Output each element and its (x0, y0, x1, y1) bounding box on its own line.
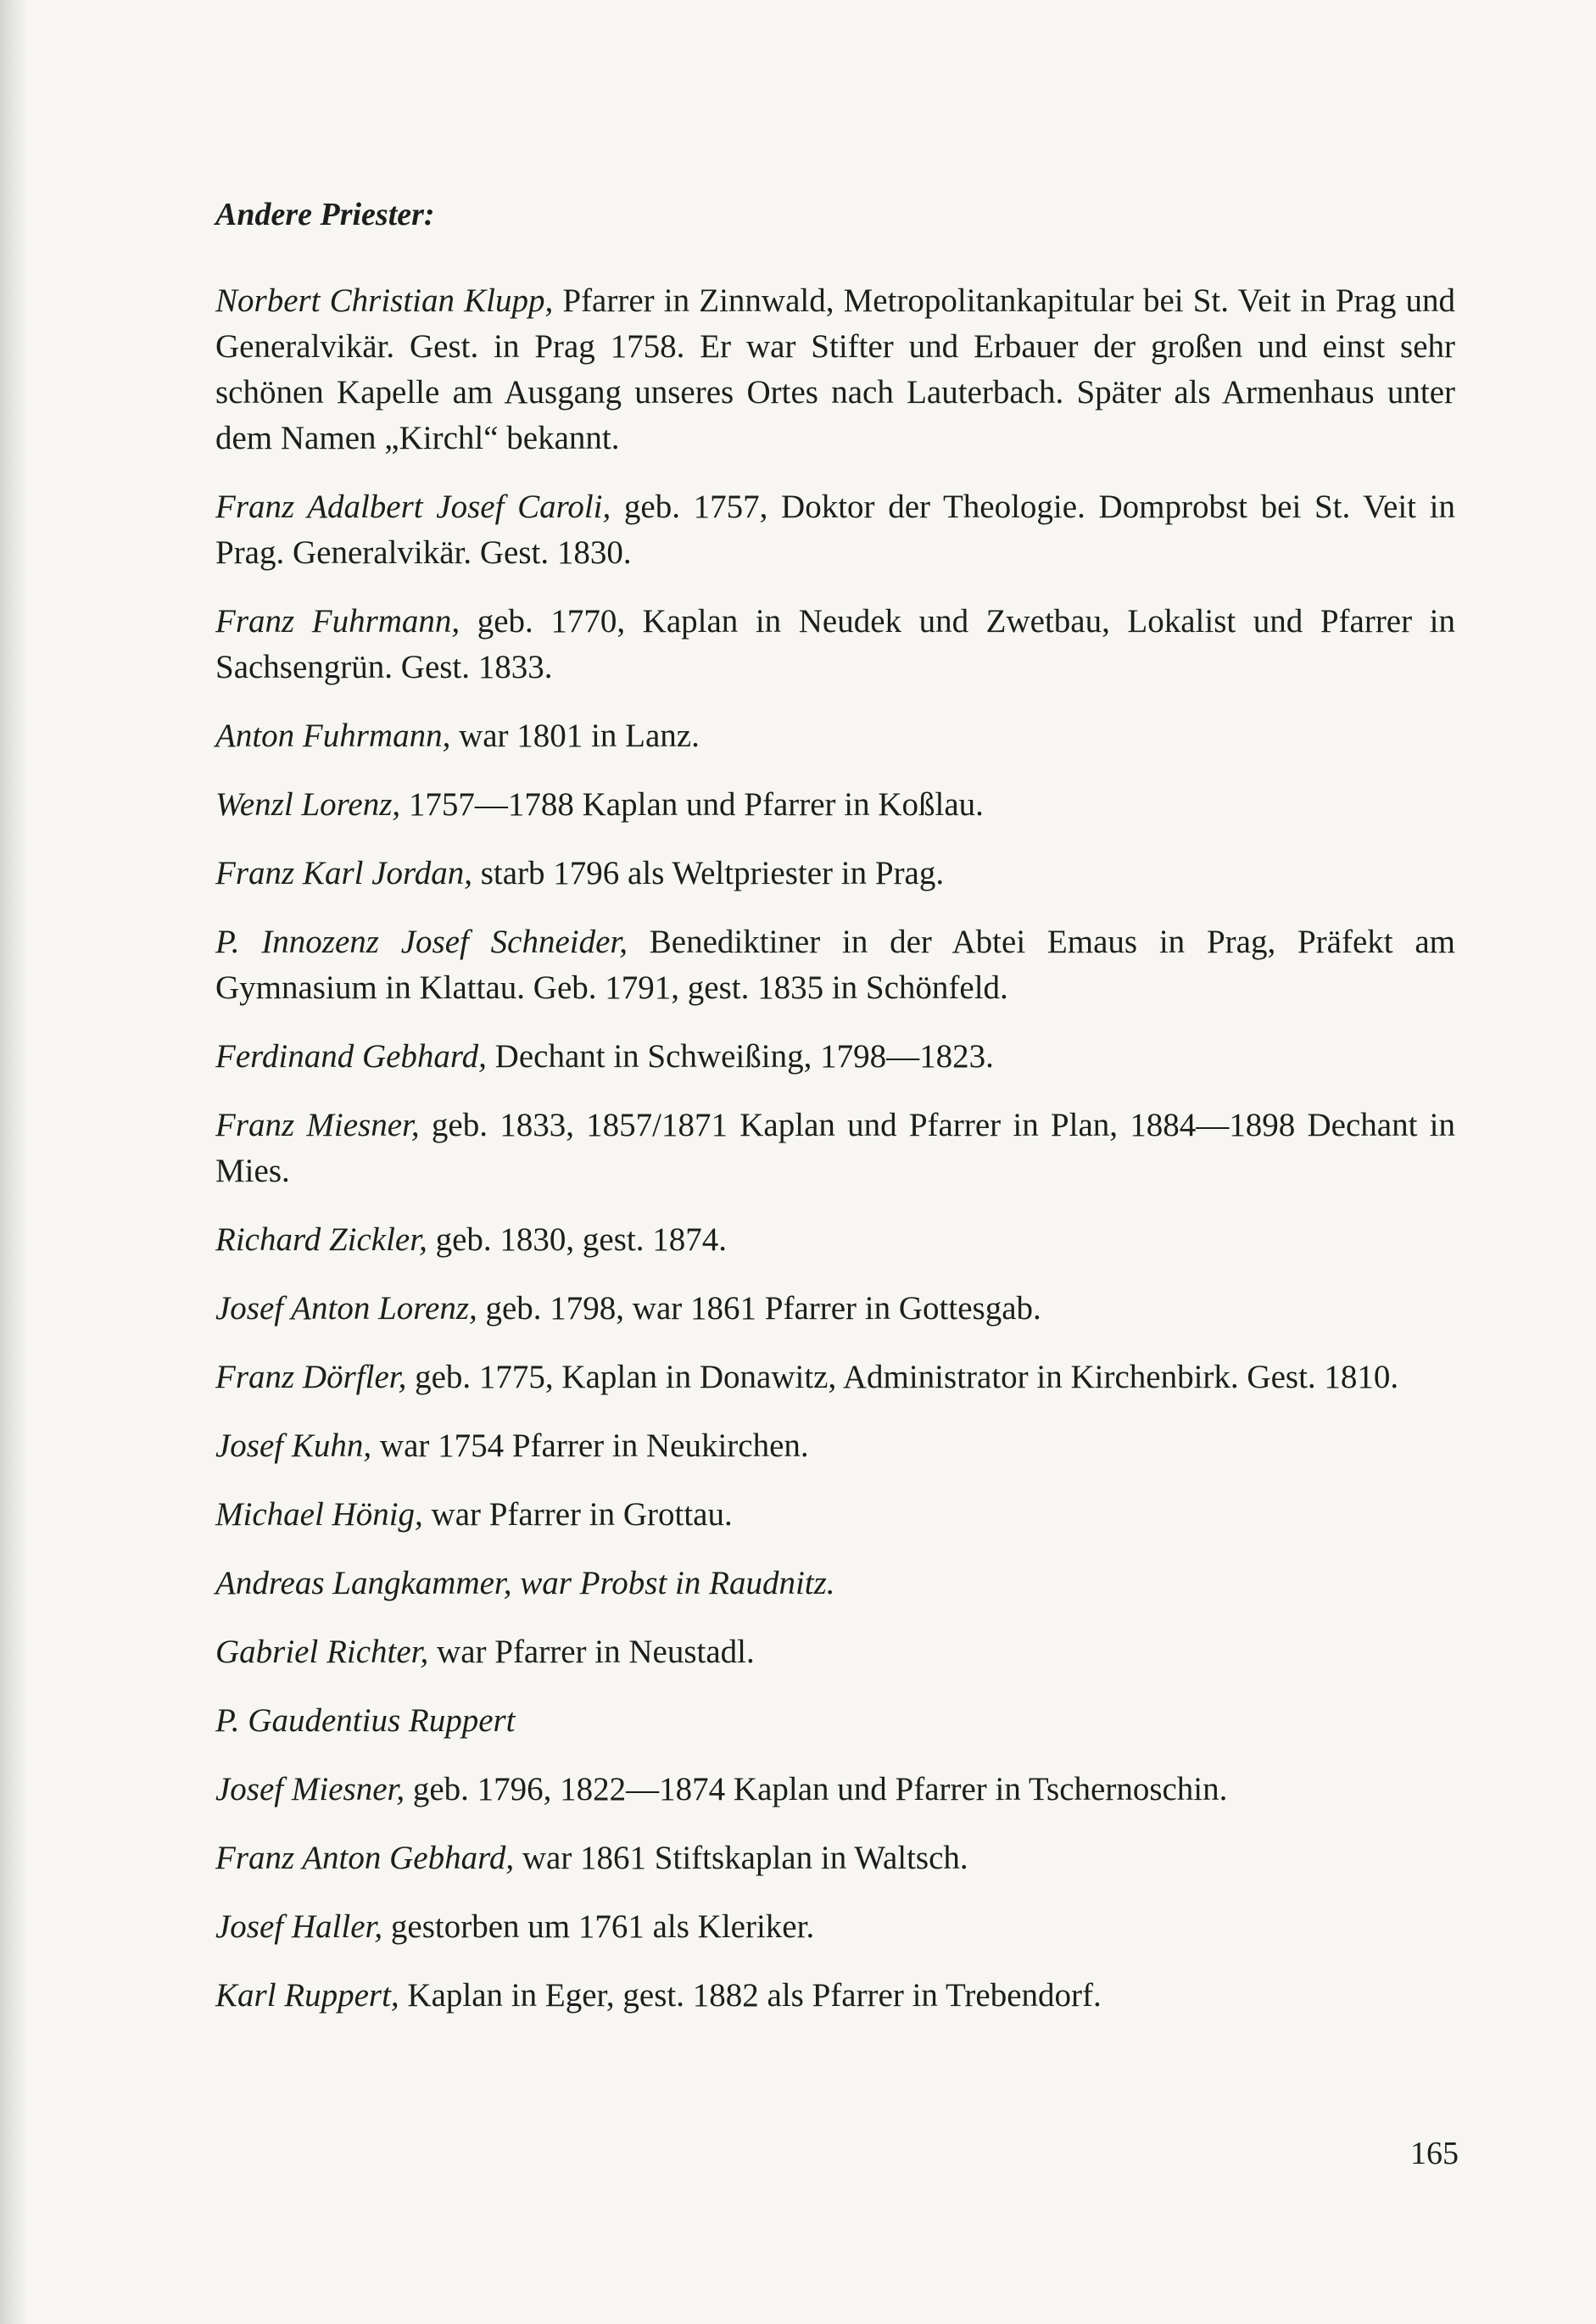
entry-text: geb. 1775, Kaplan in Donawitz, Administrator in Kirchenbirk. Gest. 1810. (406, 1359, 1399, 1395)
entry-14 (215, 1492, 1455, 1538)
entry-8 (215, 1034, 1455, 1080)
entry-11 (215, 1286, 1455, 1332)
entry-name: Franz Anton Gebhard, (215, 1840, 515, 1876)
entry-text: geb. 1798, war 1861 Pfarrer in Gottesgab. (477, 1290, 1041, 1327)
entry-text: geb. 1830, gest. 1874. (427, 1221, 727, 1258)
entry-name: P. Innozenz Josef Schneider, (215, 924, 628, 960)
entry-name: Franz Fuhrmann, (215, 603, 460, 640)
entry-name: Franz Karl Jordan, (215, 855, 472, 891)
entry-text: Dechant in Schweißing, 1798—1823. (486, 1038, 994, 1075)
entry-13 (215, 1423, 1455, 1469)
entry-21 (215, 1973, 1455, 2019)
entry-12 (215, 1355, 1455, 1400)
entry-text: starb 1796 als Weltpriester in Prag. (472, 855, 945, 891)
entry-18 (215, 1767, 1455, 1813)
entry-3 (215, 599, 1455, 690)
entry-text: 1757—1788 Kaplan und Pfarrer in Koßlau. (400, 786, 984, 823)
entry-name: Karl Ruppert, (215, 1977, 399, 2014)
entry-name: P. Gaudentius Ruppert (215, 1702, 516, 1739)
entry-text: Kaplan in Eger, gest. 1882 als Pfarrer in Trebendorf. (399, 1977, 1102, 2014)
entry-name: Richard Zickler, (215, 1221, 427, 1258)
entry-name: Josef Anton Lorenz, (215, 1290, 477, 1327)
entry-text: Benediktiner in der Abtei Emaus in Prag, Präfekt am Gymnasium in Klattau. Geb. 1791, gest. 1835 in Schönfeld. (215, 924, 1455, 1006)
entry-name: Wenzl Lorenz, (215, 786, 401, 823)
entry-name: Franz Adalbert Josef Caroli, (215, 489, 611, 525)
entry-text: war Pfarrer in Neustadl. (428, 1634, 755, 1670)
section-heading: Andere Priester: (215, 197, 435, 232)
entry-text: gestorben um 1761 als Kleriker. (382, 1908, 815, 1945)
entry-text: geb. 1796, 1822—1874 Kaplan und Pfarrer in Tschernoschin. (405, 1771, 1228, 1807)
entry-name: Michael Hönig, (215, 1496, 423, 1533)
page-content (215, 192, 1455, 2042)
entry-text: war 1754 Pfarrer in Neukirchen. (371, 1427, 809, 1464)
entry-text: war Pfarrer in Grottau. (422, 1496, 733, 1533)
entry-text: war 1861 Stiftskaplan in Waltsch. (514, 1840, 968, 1876)
entry-name: Norbert Christian Klupp, (215, 282, 554, 319)
entry-5 (215, 782, 1455, 828)
entry-text: geb. 1833, 1857/1871 Kaplan und Pfarrer in Plan, 1884—1898 Dechant in Mies. (215, 1107, 1456, 1189)
entry-name: Andreas Langkammer, war Probst in Raudnitz. (215, 1565, 835, 1601)
entry-name: Josef Kuhn, (215, 1427, 372, 1464)
entry-1 (215, 278, 1455, 461)
entry-9 (215, 1103, 1455, 1194)
entry-2 (215, 484, 1455, 576)
entry-17 (215, 1698, 1455, 1744)
entry-10 (215, 1217, 1455, 1263)
entry-6 (215, 851, 1455, 897)
entry-text: geb. 1757, Doktor der Theologie. Domprobst bei St. Veit in Prag. Generalvikär. Gest. 1830. (215, 489, 1456, 571)
entry-name: Josef Haller, (215, 1908, 383, 1945)
entry-name: Franz Miesner, (215, 1107, 420, 1143)
entry-text: Pfarrer in Zinnwald, Metropolitankapitular bei St. Veit in Prag und Generalvikär. Gest. in Prag 1758. Er war Stifter und Erbauer der großen und einst sehr schönen Kapelle am Ausgang unseres Ortes nach Lauterbach. Später als Armenhaus unter dem Namen „Kirchl“ bekannt. (215, 282, 1455, 456)
entry-text: war 1801 in Lanz. (450, 718, 700, 754)
entry-text: geb. 1770, Kaplan in Neudek und Zwetbau, Lokalist und Pfarrer in Sachsengrün. Gest. 1833. (215, 603, 1455, 685)
entry-4 (215, 713, 1455, 759)
page-number: 165 (1410, 2136, 1459, 2171)
entry-name: Anton Fuhrmann, (215, 718, 451, 754)
entry-16 (215, 1629, 1455, 1675)
entry-name: Josef Miesner, (215, 1771, 405, 1807)
entry-15 (215, 1561, 1455, 1606)
entry-name: Ferdinand Gebhard, (215, 1038, 487, 1075)
entry-19 (215, 1835, 1455, 1881)
entry-20 (215, 1904, 1455, 1950)
entry-name: Franz Dörfler, (215, 1359, 407, 1395)
page-edge-shadow (0, 0, 29, 2324)
entry-7 (215, 919, 1455, 1011)
entry-name: Gabriel Richter, (215, 1634, 429, 1670)
